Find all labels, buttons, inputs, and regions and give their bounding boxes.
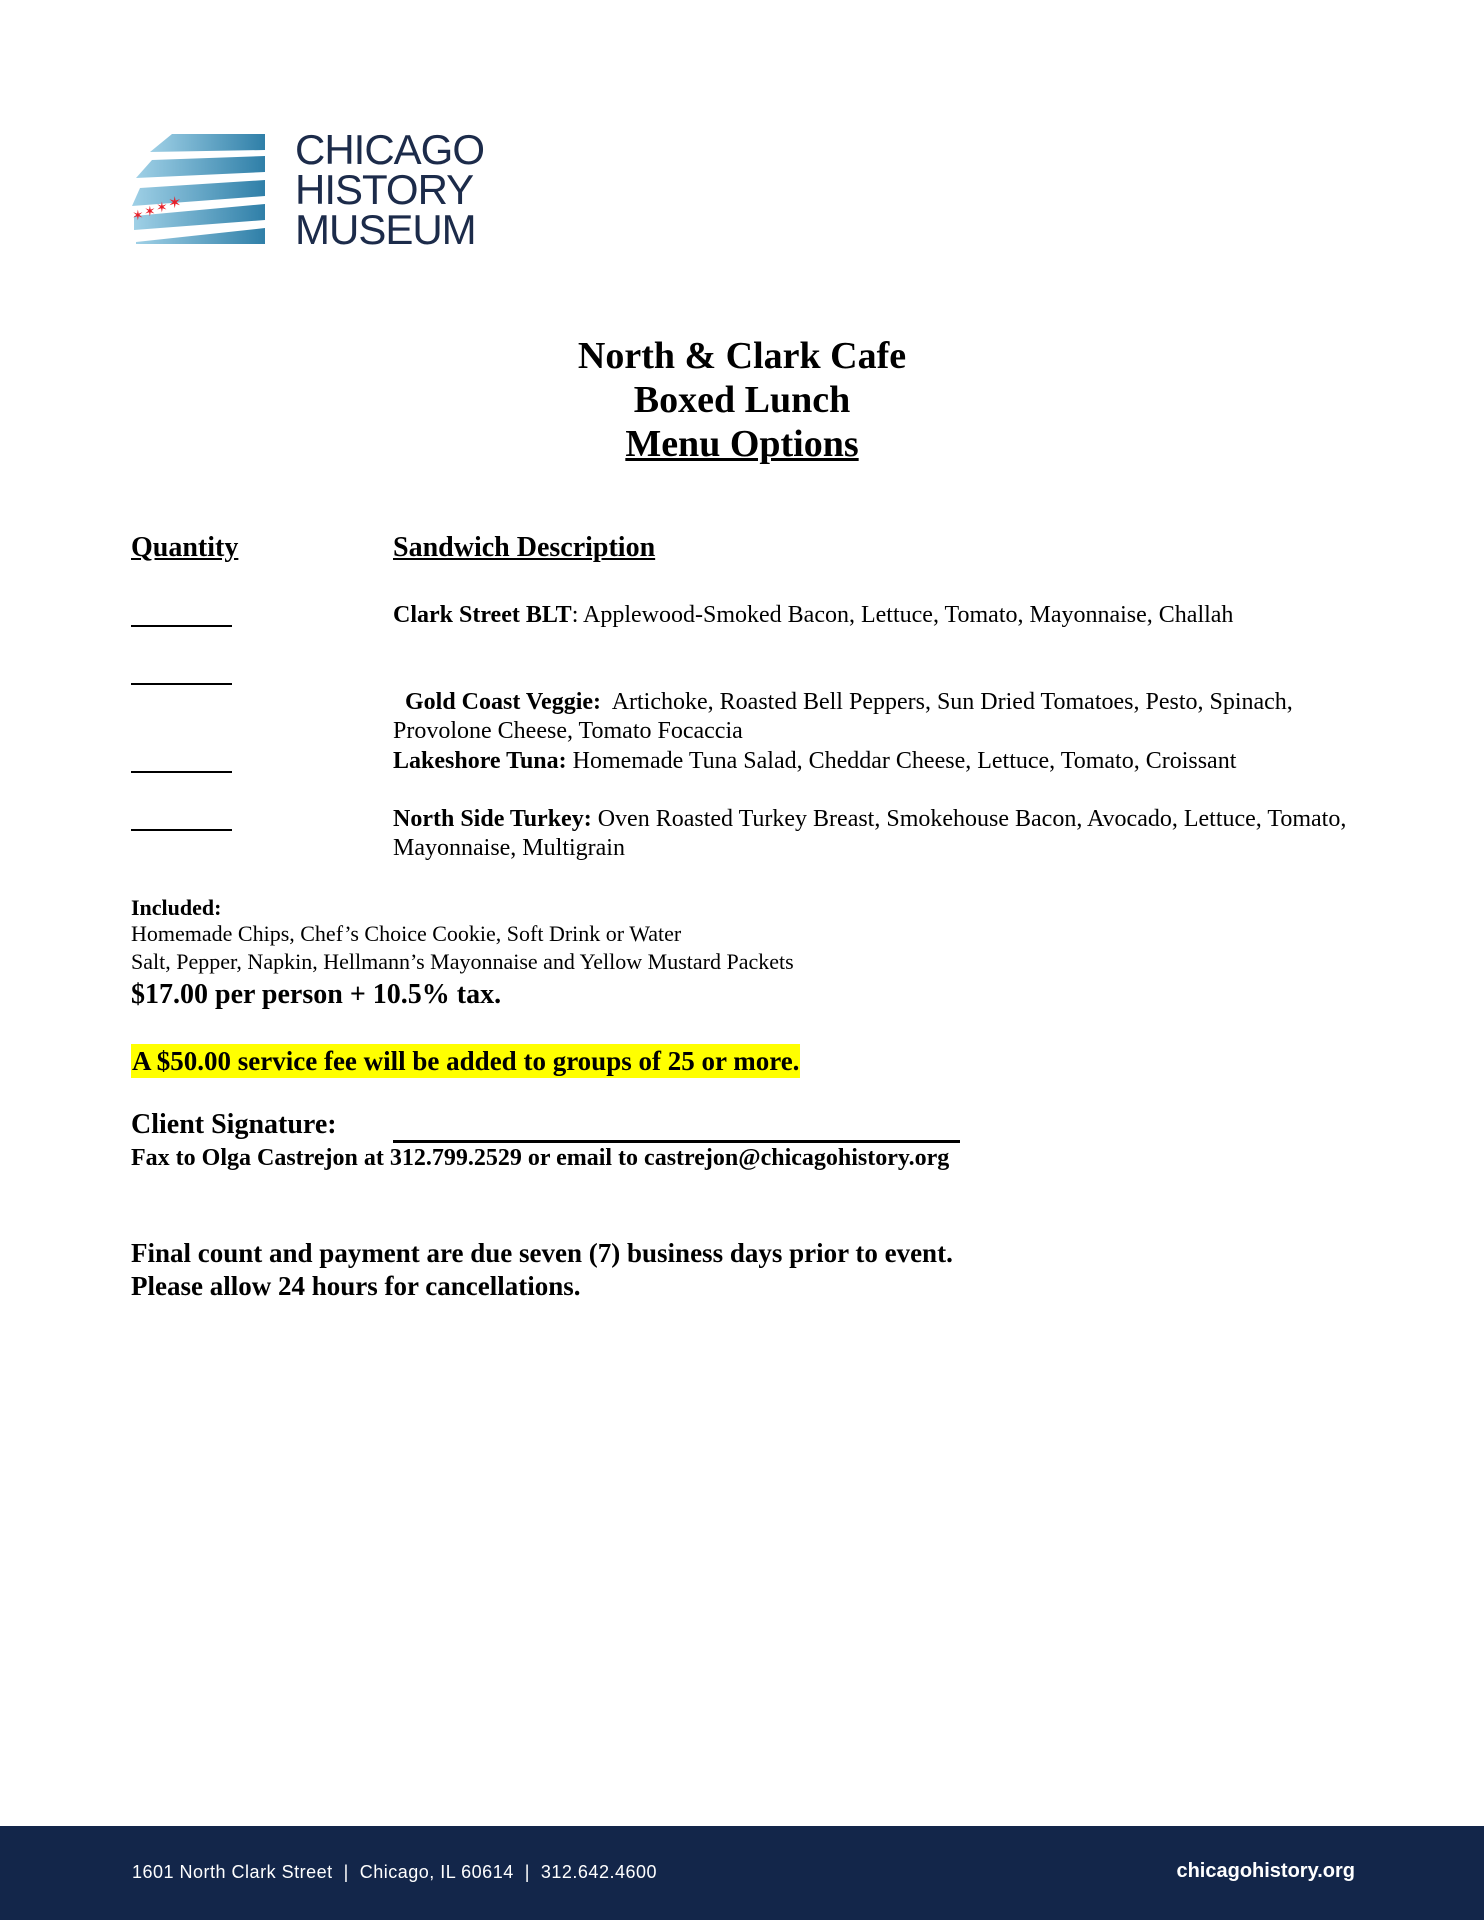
- signature-label: Client Signature:: [131, 1109, 337, 1140]
- item-name: Clark Street BLT: [393, 602, 572, 628]
- menu-options-title: Menu Options: [625, 423, 859, 465]
- item-name: Lakeshore Tuna:: [393, 748, 567, 774]
- quantity-blank-tuna[interactable]: [131, 771, 232, 773]
- logo-line: CHICAGO: [295, 126, 485, 173]
- description-heading: Sandwich Description: [393, 532, 656, 563]
- logo-line: MUSEUM: [295, 206, 476, 253]
- quantity-blank-blt[interactable]: [131, 625, 232, 627]
- quantity-heading: Quantity: [131, 532, 239, 563]
- logo-stripes-icon: [130, 130, 270, 248]
- item-name: Gold Coast Veggie:: [405, 689, 602, 715]
- item-description: Homemade Tuna Salad, Cheddar Cheese, Lettuce, Tomato, Croissant: [566, 748, 1237, 774]
- cafe-title: North & Clark Cafe: [577, 335, 907, 377]
- svg-text:✶: ✶: [132, 208, 144, 224]
- svg-text:✶: ✶: [144, 204, 156, 220]
- svg-text:✶: ✶: [156, 200, 168, 216]
- service-fee-notice: A $50.00 service fee will be added to groups of 25 or more.: [132, 1046, 800, 1076]
- footer-address: 1601 North Clark Street | Chicago, IL 60614 | 312.642.4600: [132, 1862, 657, 1882]
- menu-item-blt: [393, 601, 1393, 630]
- menu-options-title-wrap: [0, 422, 1484, 466]
- menu-item-tuna: [393, 747, 1393, 776]
- footer-bar: [0, 1826, 1484, 1920]
- item-name: North Side Turkey:: [393, 806, 592, 832]
- final-count-line: Final count and payment are due seven (7) business days prior to event.: [131, 1238, 953, 1268]
- logo-wordmark: [295, 126, 495, 253]
- cancellation-line: Please allow 24 hours for cancellations.: [131, 1271, 581, 1301]
- menu-item-turkey: [393, 805, 1393, 863]
- item-description: : Applewood-Smoked Bacon, Lettuce, Tomato, Mayonnaise, Challah: [571, 602, 1234, 628]
- included-line-1: Homemade Chips, Chef’s Choice Cookie, Soft Drink or Water: [131, 921, 682, 946]
- menu-item-veggie: [393, 659, 1393, 746]
- price-line: $17.00 per person + 10.5% tax.: [131, 979, 502, 1010]
- quantity-blank-veggie[interactable]: [131, 683, 232, 685]
- boxed-lunch-title: Boxed Lunch: [633, 379, 851, 421]
- included-label: Included:: [131, 895, 222, 920]
- chicago-history-museum-logo: [130, 126, 490, 253]
- logo-line: HISTORY: [295, 166, 474, 213]
- quantity-blank-turkey[interactable]: [131, 829, 232, 831]
- fax-email-line: Fax to Olga Castrejon at 312.799.2529 or email to castrejon@chicagohistory.org: [131, 1145, 950, 1171]
- footer-website[interactable]: chicagohistory.org: [1176, 1860, 1355, 1882]
- signature-line[interactable]: [393, 1140, 960, 1143]
- final-notice: [131, 1237, 953, 1303]
- included-line-2: Salt, Pepper, Napkin, Hellmann’s Mayonnaise and Yellow Mustard Packets: [131, 949, 794, 974]
- item-description: Oven Roasted Turkey Breast, Smokehouse Bacon, Avocado, Lettuce, Tomato, Mayonnaise, Multigrain: [393, 806, 1347, 861]
- svg-text:✶: ✶: [168, 193, 182, 212]
- item-description: Artichoke, Roasted Bell Peppers, Sun Dried Tomatoes, Pesto, Spinach, Provolone Cheese, Tomato Focaccia: [393, 689, 1299, 744]
